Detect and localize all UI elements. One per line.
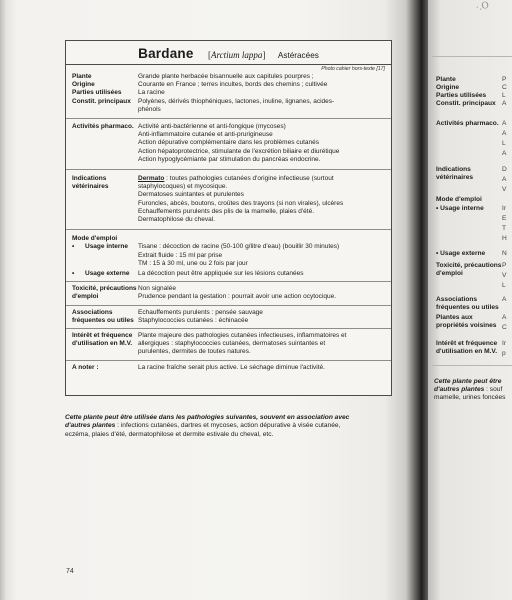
label-plante: Plante [72, 73, 92, 80]
label-line: Toxicité, précautions [72, 285, 137, 293]
rp-clipped-letter: T [502, 225, 507, 232]
text-line: phénols [138, 105, 161, 113]
value-usage-interne [138, 243, 391, 268]
photo-credit: Photo cahier hors-texte [17] [321, 66, 385, 72]
text-line: Prudence pendant la gestation : pourrait avoir une action ocytocique. [138, 293, 337, 301]
row-indications [66, 170, 391, 230]
rp-label: Mode d'emploi [436, 196, 482, 203]
title-band [66, 41, 391, 65]
rp-label: d'emploi [436, 270, 463, 277]
text-line: Extrait fluide : 15 ml par prise [138, 251, 223, 259]
text-line: Plante majeure des pathologies cutanées infectieuses, inflammatoires et [138, 332, 347, 340]
plant-name: Bardane [138, 46, 194, 61]
rp-clipped-letter: p [502, 350, 506, 357]
text-line: Dermatoses suintantes et purulentes [138, 191, 244, 199]
text-fragment: : toutes pathologies cutanées d'origine infectieuse (surtout [164, 175, 334, 183]
label-line: vétérinaires [72, 183, 109, 191]
row-constituants [66, 98, 391, 119]
usage-externe-label: Usage externe [85, 270, 130, 278]
usage-interne-label: Usage interne [85, 243, 128, 251]
rp-label: Origine [436, 84, 460, 91]
text-line: Echauffements purulents : pensée sauvage [138, 308, 263, 316]
rp-clipped-letter: C [502, 324, 507, 331]
value-a-noter: La racine fraîche serait plus active. Le séchage diminue l'activité. [138, 363, 325, 371]
text-line: Anti-inflammatoire cutanée et anti-prurigineuse [138, 131, 273, 139]
rp-clipped-letter: A [502, 150, 507, 157]
rp-note-lead: Cette plante peut être [434, 378, 502, 385]
text-line: Tisane : décoction de racine (50-100 g/litre d'eau) (bouillir 30 minutes) [138, 243, 340, 251]
rp-clipped-letter: H [502, 235, 507, 242]
label-toxicite [66, 285, 138, 301]
monograph-table [66, 73, 391, 372]
label-mode-emploi: Mode d'emploi [72, 235, 118, 243]
label-a-noter: A noter : [72, 363, 99, 371]
rp-clipped-letter: C [502, 84, 507, 91]
rp-label: Plante [436, 76, 456, 83]
rp-clipped-letter: L [502, 140, 506, 147]
latin-name: Arctium lappa [211, 50, 263, 60]
row-associations [66, 306, 391, 329]
text-line: Staphylococcies cutanées : échinacée [138, 316, 249, 324]
rp-clipped-letter: A [502, 130, 507, 137]
text-line: purulentes, dermites de toutes natures. [138, 348, 251, 356]
rp-clipped-letter: A [502, 296, 507, 303]
row-a-noter [66, 361, 391, 372]
rp-clipped-letter: D [502, 166, 507, 173]
bullet-icon: • [72, 270, 75, 278]
rp-clipped-letter: A [502, 120, 507, 127]
label-line: d'utilisation en M.V. [72, 340, 133, 348]
row-usage-interne [66, 243, 391, 268]
text-line: allergiques : staphylococcies cutanées, dermatoses suintantes et [138, 340, 326, 348]
value-indications [138, 175, 391, 224]
text-line: TM : 15 à 30 ml, une ou 2 fois par jour [138, 259, 248, 267]
label-line: Intérêt et fréquence [72, 332, 133, 340]
rp-label: Constit. principaux [436, 100, 496, 107]
rp-note-line: mamelle, urines foncées [434, 394, 506, 401]
label-line: Associations [72, 308, 113, 316]
label-line: Indications [72, 175, 107, 183]
text-line: Non signalée [138, 285, 176, 293]
row-activites [66, 119, 391, 170]
rp-note-text: : souf [484, 386, 503, 393]
monograph-card [65, 40, 392, 396]
rp-clipped-letter: L [502, 92, 506, 99]
rp-label: • Usage externe [436, 250, 486, 257]
rp-note-line [434, 386, 502, 394]
rp-clipped-letter: A [502, 314, 507, 321]
plant-family: Astéracées [277, 51, 319, 60]
row-mode-emploi [66, 230, 391, 243]
label-indications [66, 175, 138, 224]
rp-label: Plantes aux [436, 314, 473, 321]
text-line: Polyènes, dérivés thiophéniques, lactones, inuline, lignanes, acides- [138, 97, 335, 105]
value-mode-emploi [138, 235, 391, 243]
text-line: Action hypoglycémiante par stimulation du pancréas endocrine. [138, 155, 321, 163]
latin-bracket-open: [ [208, 50, 212, 60]
value-constituants [138, 98, 391, 114]
value-parties: La racine [138, 89, 165, 97]
value-interet [138, 332, 391, 357]
pencil-mark: ·.O [474, 0, 491, 14]
text-line: Furoncles, abcès, boutons, croûtes des trayons (si non virales), ulcères [138, 199, 344, 207]
rp-label: Intérêt et fréquence [436, 340, 498, 347]
value-activites [138, 123, 391, 164]
rp-clipped-letter: A [502, 100, 507, 107]
text-line: Action dépurative complémentaire dans les problèmes cutanés [138, 139, 320, 147]
text-line: Action hépatoprotectrice, stimulante de l'excrétion biliaire et diurétique [138, 147, 340, 155]
rp-clipped-letter: A [502, 176, 507, 183]
rp-label: propriétés voisines [436, 322, 497, 329]
rp-clipped-letter: V [502, 272, 507, 279]
rp-label: Toxicité, précautions [436, 262, 502, 269]
right-page [428, 0, 512, 600]
label-line: fréquentes ou utiles [72, 316, 134, 324]
row-usage-externe [66, 268, 391, 282]
rp-label: fréquentes ou utiles [436, 304, 499, 311]
value-associations [138, 309, 391, 325]
label-origine: Origine [72, 81, 95, 89]
usage-footnote [65, 414, 395, 439]
bullet-icon: • [72, 243, 75, 251]
rp-clipped-letter: P [502, 76, 507, 83]
rp-label: Activités pharmaco. [436, 120, 499, 127]
row-toxicite [66, 282, 391, 305]
label-line: d'emploi [72, 293, 99, 301]
text-line [138, 175, 385, 183]
page-number: 74 [66, 568, 74, 575]
label-usage-interne [66, 243, 138, 268]
rp-clipped-letter: Ir [502, 205, 507, 212]
label-interet [66, 332, 138, 357]
label-parties: Parties utilisées [72, 89, 122, 97]
label-associations [66, 309, 138, 325]
text-line: staphylocoques) et mycosique. [138, 183, 228, 191]
rp-label: Parties utilisées [436, 92, 487, 99]
text-line: Activité anti-bactérienne et anti-fongique (mycoses) [138, 123, 286, 131]
row-parties [66, 89, 391, 97]
text-line: Echauffements purulents des plis de la mamelle, plaies d'été. [138, 207, 314, 215]
latin-bracket-close: ] [262, 50, 266, 60]
page-edge-shadow [0, 0, 6, 600]
footnote-lead: Cette plante peut être utilisée dans les pathologies suivantes, souvent en association avec [65, 414, 350, 421]
footnote-text: : infections cutanées, dartres et mycoses, action dépurative à visée cutanée, [115, 422, 341, 430]
rp-clipped-letter: N [502, 250, 507, 257]
dermato-keyword: Dermato [138, 175, 165, 183]
rp-clipped-letter: Ir [502, 340, 507, 347]
value-toxicite [138, 285, 391, 301]
rp-clipped-letter: E [502, 215, 507, 222]
rp-label: • Usage interne [436, 205, 484, 212]
rp-clipped-letter: L [502, 282, 506, 289]
value-usage-externe: La décoction peut être appliquée sur les lésions cutanées [138, 270, 304, 278]
value-plante: Grande plante herbacée bisannuelle aux capitules pourpres ; [138, 73, 314, 80]
rp-label: vétérinaires [436, 174, 474, 181]
row-origine [66, 81, 391, 89]
rp-label: Associations [436, 296, 478, 303]
rp-clipped-letter: P [502, 262, 507, 269]
rp-note-line [434, 378, 501, 386]
label-constituants: Constit. principaux [72, 97, 131, 105]
label-usage-externe [66, 270, 138, 278]
rp-note-lead-2: d'autres plantes [434, 386, 485, 393]
text-line: Dermatophilose du cheval. [138, 216, 215, 224]
rp-label: Indications [436, 166, 471, 173]
rp-label: d'utilisation en M.V. [436, 348, 498, 355]
value-origine: Courante en France ; terres incultes, bords des chemins ; cultivée [138, 81, 328, 89]
footnote-lead-2: d'autres plantes [65, 422, 116, 430]
footnote-text-2: eczéma, plaies d'été, dermatophilose et dermite estivale du cheval, etc. [65, 430, 274, 438]
label-activites: Activités pharmaco. [72, 123, 134, 131]
row-plante [66, 73, 391, 81]
row-interet [66, 329, 391, 361]
rp-clipped-letter: V [502, 186, 507, 193]
